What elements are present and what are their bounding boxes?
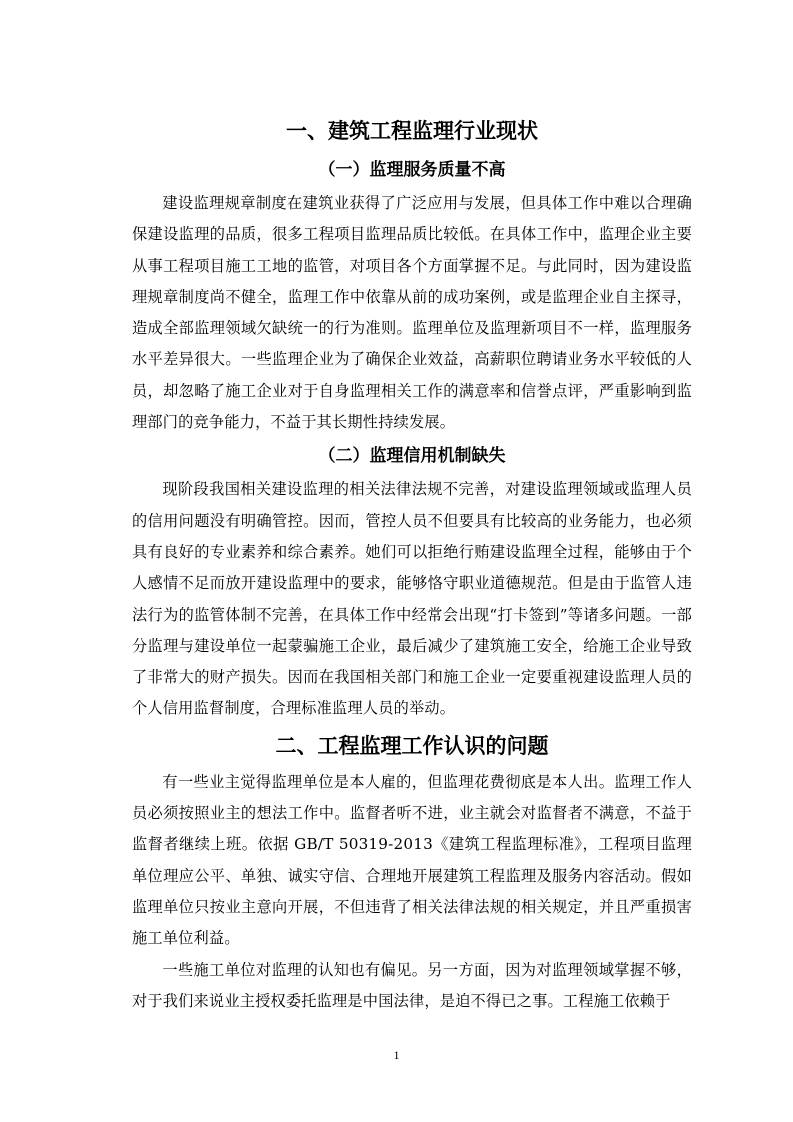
paragraph-1-2-1: 现阶段我国相关建设监理的相关法律法规不完善，对建设监理领域或监理人员的信用问题没有明确管控。因而，管控人员不但要具有比较高的业务能力，也必须具有良好的专业素养和综合素养。她们可以拒绝行贿建设监理全过程，能够由于个人感情不足而放开建设监理中的要求，能够恪守职业道德规范。但是由于监管人违法行为的监管体制不完善，在具体工作中经常会出现“打卡签到”等诸多问题。一部分监理与建设单位一起蒙骗施工企业，最后减少了建筑施工安全，给施工企业导致了非常大的财产损失。因而在我国相关部门和施工企业一定要重视建设监理人员的个人信用监督制度，合理标准监理人员的举动。 (132, 480, 692, 718)
page-number: 1 (393, 1048, 400, 1062)
paragraph-2-1: 有一些业主觉得监理单位是本人雇的，但监理花费彻底是本人出。监理工作人员必须按照业主的想法工作中。监督者听不进，业主就会对监督者不满意，不益于监督者继续上班。依据 GB/T 50319-2013《建筑工程监理标准》，工程项目监理单位理应公平、单独、诚实守信、合理地开展建筑工程监理及服务内容活动。假如监理单位只按业主意向开展，不但违背了相关法律法规的相关规定，并且严重损害施工单位利益。 (132, 772, 692, 948)
section-heading-1: 一、建筑工程监理行业现状 (286, 119, 538, 143)
paragraph-2-2: 一些施工单位对监理的认知也有偏见。另一方面，因为对监理领域掌握不够，对于我们来说业主授权委托监理是中国法律，是迫不得已之事。工程施工依赖于 (132, 960, 692, 1010)
section-heading-2: 二、工程监理工作认识的问题 (275, 733, 549, 758)
document-page (132, 110, 692, 1017)
subsection-heading-1-2: （二）监理信用机制缺失 (318, 446, 506, 467)
subsection-heading-1-1: （一）监理服务质量不高 (318, 160, 506, 180)
paragraph-1-1-1: 建设监理规章制度在建筑业获得了广泛应用与发展，但具体工作中难以合理确保建设监理的品质，很多工程项目监理品质比较低。在具体工作中，监理企业主要从事工程项目施工工地的监管，对项目各个方面掌握不足。与此同时，因为建设监理规章制度尚不健全，监理工作中依靠从前的成功案例，或是监理企业自主探寻，造成全部监理领域欠缺统一的行为准则。监理单位及监理新项目不一样，监理服务水平差异很大。一些监理企业为了确保企业效益，高薪职位聘请业务水平较低的人员，却忽略了施工企业对于自身监理相关工作的满意率和信誉点评，严重影响到监理部门的竞争能力，不益于其长期性持续发展。 (132, 194, 692, 432)
